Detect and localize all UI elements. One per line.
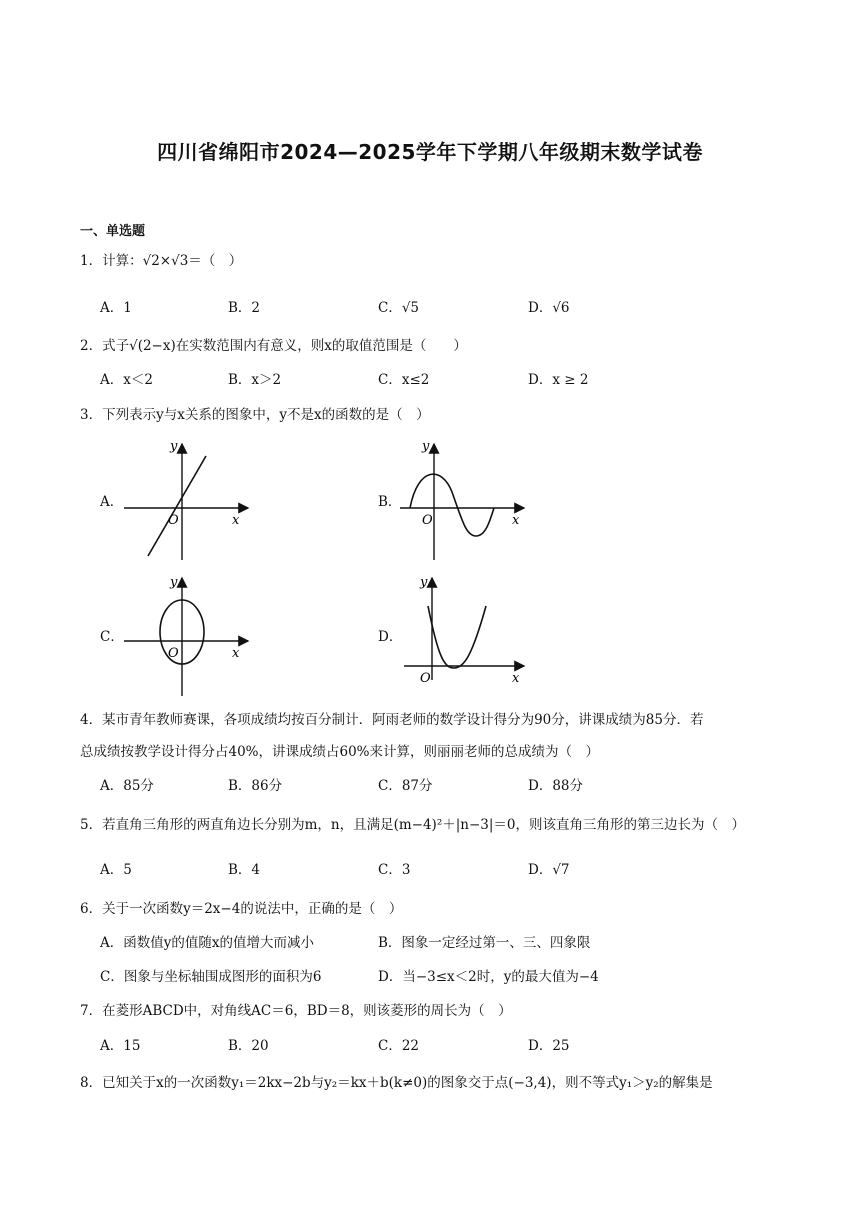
q3-graph-a xyxy=(120,436,260,564)
svg-text:x: x xyxy=(512,671,520,686)
svg-text:x: x xyxy=(232,646,240,661)
question-7-stem: 7．在菱形ABCD中，对角线AC＝6，BD＝8，则该菱形的周长为（ ） xyxy=(80,1003,512,1019)
q6-option-c: C．图象与坐标轴围成图形的面积为6 xyxy=(100,969,322,985)
svg-text:O: O xyxy=(422,513,433,528)
q1-option-d: D．√6 xyxy=(528,300,570,316)
q7-option-d: D．25 xyxy=(528,1038,570,1054)
svg-text:O: O xyxy=(168,513,179,528)
svg-text:y: y xyxy=(170,575,178,590)
q2-option-c: C．x≤2 xyxy=(378,372,430,388)
q6-option-d: D．当−3≤x＜2时，y的最大值为−4 xyxy=(378,969,599,985)
svg-text:O: O xyxy=(168,646,179,661)
question-2-stem: 2．式子√(2−x)在实数范围内有意义，则x的取值范围是（ ） xyxy=(80,338,467,354)
q6-option-a: A．函数值y的值随x的值增大而减小 xyxy=(100,935,314,951)
q5-option-b: B．4 xyxy=(228,862,261,878)
question-3-stem: 3．下列表示y与x关系的图象中，y不是x的函数的是（ ） xyxy=(80,407,430,423)
section-heading: 一、单选题 xyxy=(80,224,146,239)
q5-option-c: C．3 xyxy=(378,862,411,878)
q3-graph-b xyxy=(396,436,532,564)
q4-option-a: A．85分 xyxy=(100,778,154,794)
q5-option-d: D．√7 xyxy=(528,862,570,878)
q2-option-a: A．x＜2 xyxy=(100,372,153,388)
q4-option-c: C．87分 xyxy=(378,778,433,794)
question-6-stem: 6．关于一次函数y＝2x−4的说法中，正确的是（ ） xyxy=(80,901,403,917)
q5-option-a: A．5 xyxy=(100,862,132,878)
svg-text:x: x xyxy=(232,513,240,528)
q3-label-a: A． xyxy=(100,494,124,510)
q7-option-a: A．15 xyxy=(100,1038,141,1054)
q7-option-c: C．22 xyxy=(378,1038,420,1054)
question-5-stem: 5．若直角三角形的两直角边长分别为m，n，且满足(m−4)²＋|n−3|＝0，则该直角三角形的第三边长为（ ） xyxy=(80,817,746,833)
question-8-stem: 8．已知关于x的一次函数y₁＝2kx−2b与y₂＝kx＋b(k≠0)的图象交于点(−3,4)，则不等式y₁＞y₂的解集是 xyxy=(80,1075,713,1091)
q1-option-a: A．1 xyxy=(100,300,132,316)
q3-label-b: B． xyxy=(378,494,402,510)
q1-option-c: C．√5 xyxy=(378,300,420,316)
svg-text:O: O xyxy=(420,671,431,686)
svg-text:y: y xyxy=(422,439,430,454)
q3-graph-c xyxy=(120,572,260,700)
q1-option-b: B．2 xyxy=(228,300,261,316)
svg-text:y: y xyxy=(420,575,428,590)
q4-option-d: D．88分 xyxy=(528,778,584,794)
svg-text:x: x xyxy=(512,513,520,528)
q6-option-b: B．图象一定经过第一、三、四象限 xyxy=(378,935,591,951)
q3-label-c: C． xyxy=(100,629,124,645)
q3-graph-d xyxy=(400,572,532,688)
page-title: 四川省绵阳市2024—2025学年下学期八年级期末数学试卷 xyxy=(157,140,703,164)
question-4-stem-line1: 4．某市青年教师赛课，各项成绩均按百分制计．阿雨老师的数学设计得分为90分，讲课成绩为85分．若 xyxy=(80,712,704,728)
q3-label-d: D． xyxy=(378,629,403,645)
question-4-stem-line2: 总成绩按教学设计得分占40%，讲课成绩占60%来计算，则丽丽老师的总成绩为（ ） xyxy=(80,744,600,760)
q2-option-b: B．x＞2 xyxy=(228,372,282,388)
q2-option-d: D．x ≥ 2 xyxy=(528,372,589,388)
q4-option-b: B．86分 xyxy=(228,778,283,794)
svg-text:y: y xyxy=(170,439,178,454)
q7-option-b: B．20 xyxy=(228,1038,269,1054)
question-1-stem: 1．计算：√2×√3＝（ ） xyxy=(80,253,243,269)
